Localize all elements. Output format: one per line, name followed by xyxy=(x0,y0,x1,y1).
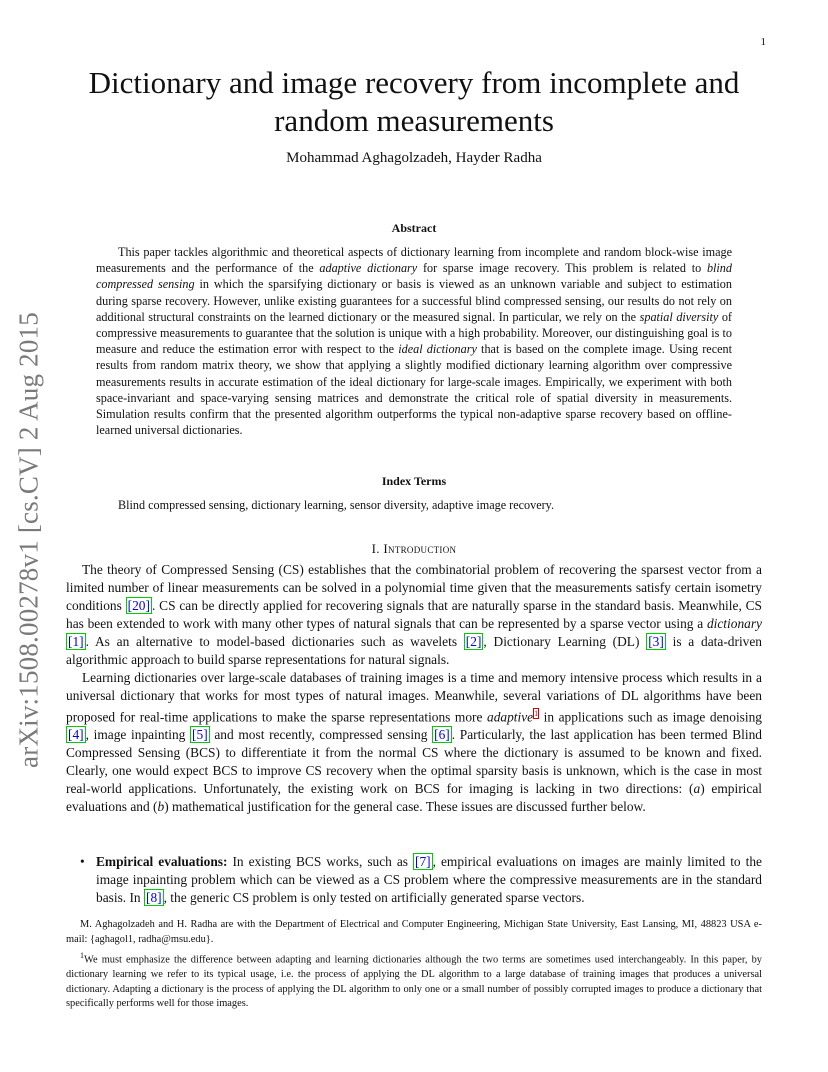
text-span: ) mathematical justification for the general case. These issues are discussed further below. xyxy=(164,799,646,815)
section-title: Introduction xyxy=(383,541,457,556)
text-span: , the generic CS problem is only tested on artificially generated sparse vectors. xyxy=(163,890,585,905)
authors: Mohammad Aghagolzadeh, Hayder Radha xyxy=(286,150,542,166)
page-number: 1 xyxy=(760,36,766,48)
bullet-item xyxy=(66,853,762,907)
abstract-span: This paper tackles algorithmic and theoretical aspects of dictionary learning from incomplete and random block-wise image measurements and the performance of the xyxy=(96,245,732,276)
citation-link[interactable]: [8] xyxy=(145,890,162,905)
citation-link[interactable]: [1] xyxy=(68,634,84,649)
text-span: in applications such as image denoising xyxy=(539,709,762,725)
citation-link[interactable]: [3] xyxy=(648,634,664,649)
arxiv-stamp-text: arXiv:1508.00278v1 [cs.CV] 2 Aug 2015 xyxy=(13,312,44,768)
emph-text: b xyxy=(157,799,165,815)
footnote-1 xyxy=(66,949,762,1012)
section-numeral: I. xyxy=(371,541,384,556)
paragraph-1 xyxy=(66,561,762,669)
affiliation-footnote: M. Aghagolzadeh and H. Radha are with the Department of Electrical and Computer Engineering, Michigan State University, East Lansing, MI, 48823 USA e-mail: {aghagol1, radha@msu.edu}. xyxy=(66,919,762,945)
paragraph-2 xyxy=(66,669,762,816)
text-span: ) empirical evaluations and ( xyxy=(66,781,762,815)
abstract-emph: spatial diversity xyxy=(639,309,719,324)
text-span: is a data-driven algorithmic approach to build sparse representations for natural signals. xyxy=(66,634,762,667)
section-heading xyxy=(60,541,768,557)
index-terms-heading: Index Terms xyxy=(381,474,447,488)
citation-link[interactable]: [7] xyxy=(415,854,431,869)
footnote-mark: 1 xyxy=(80,951,84,961)
intro-body xyxy=(66,561,762,816)
text-span: . Particularly, the last application has been termed Blind Compressed Sensing (BCS) to differentiate it from the normal CS where the dictionary is assumed to be known and fixed. Clearly, one would expect BCS to improve CS recovery when the optimal sparsity basis is unknown, which is the case in most real-world applications. Unfortunately, the existing work on BCS for imaging is lacking in two directions: ( xyxy=(66,727,763,797)
footnotes xyxy=(66,918,762,1012)
text-span: , Dictionary Learning (DL) xyxy=(483,634,647,649)
text-span: . CS can be directly applied for recovering signals that are naturally sparse in the standard basis. Meanwhile, CS has been extended to work with many other types of natural signals that can be represented by a sparse vector using a xyxy=(66,598,763,631)
citation-link[interactable]: [2] xyxy=(465,634,482,649)
text-span: , image inpainting xyxy=(85,727,191,743)
bullet-bold: Empirical evaluations: xyxy=(96,854,228,869)
emph-text: a xyxy=(693,781,701,797)
citation-link[interactable]: [4] xyxy=(68,727,84,743)
abstract-emph: blind compressed sensing xyxy=(96,261,732,292)
emph-text: dictionary xyxy=(706,616,762,631)
abstract-emph: adaptive dictionary xyxy=(319,261,418,276)
footnote-link[interactable]: 1 xyxy=(534,709,539,718)
abstract-text xyxy=(96,244,732,438)
abstract-span: of compressive measurements to guarantee that the solution is unique with a high probability. Moreover, our distinguishing goal is to measure and reduce the estimation error with respect to the xyxy=(96,309,732,357)
text-span: . As an alternative to model-based dictionaries such as wavelets xyxy=(85,634,464,649)
citation-link[interactable]: [6] xyxy=(434,727,450,743)
paper-title xyxy=(60,64,768,140)
bullet-list xyxy=(66,853,762,907)
abstract-span: in which the sparsifying dictionary or basis is viewed as an unknown variable and subject to estimation during sparse recovery. However, unlike existing guarantees for a successful blind compressed sensing, our results do not rely on additional structural constraints on the learned dictionary or the measured signal. In particular, we rely on the xyxy=(96,277,732,324)
index-terms-text: Blind compressed sensing, dictionary learning, sensor diversity, adaptive image recovery. xyxy=(118,498,555,512)
abstract-heading: Abstract xyxy=(391,221,437,235)
arxiv-stamp xyxy=(9,312,49,768)
text-span: and most recently, compressed sensing xyxy=(209,727,433,743)
title-line-1: Dictionary and image recovery from incomplete and xyxy=(88,65,740,100)
text-span: The theory of Compressed Sensing (CS) establishes that the combinatorial problem of recovering the sparsest vector from a limited number of linear measurements can be solved in a polynomial time given that the measurements satisfy certain isometry conditions xyxy=(66,562,762,613)
citation-link[interactable]: [20] xyxy=(127,598,150,613)
title-line-2: random measurements xyxy=(274,103,554,138)
abstract-span: for sparse image recovery. This problem is related to xyxy=(417,261,707,276)
abstract-span: that is based on the complete image. Using recent results from random matrix theory, we show that applying a slightly modified dictionary learning algorithm over compressive measurements results in accurate estimation of the ideal dictionary for large-scale images. Empirically, we experiment with both space-invariant and space-varying sensing matrices and demonstrate the critical role of spatial diversity in measurements. Simulation results confirm that the presented algorithm outperforms the typical non-adaptive sparse recovery based on offline-learned universal dictionaries. xyxy=(96,342,733,438)
text-span: In existing BCS works, such as xyxy=(227,854,414,869)
bullet-dot-icon: • xyxy=(80,854,85,869)
text-span: , empirical evaluations on images are mainly limited to the image inpainting problem which can be viewed as a CS problem where the compressive measurements are in the standard basis. In xyxy=(96,854,762,905)
citation-link[interactable]: [5] xyxy=(192,727,208,743)
footnote-text: We must emphasize the difference between adapting and learning dictionaries although the two terms are sometimes used interchangeably. In this paper, by dictionary learning we refer to its typical usage, i.e. the process of applying the DL algorithm to a large database of training images that produces a universal dictionary. Adapting a dictionary is the process of applying the DL algorithm to only one or a small number of possibly corrupted images to produce a dictionary that specifically performs well for those images. xyxy=(66,954,762,1010)
abstract-emph: ideal dictionary xyxy=(398,342,477,357)
emph-text: adaptive xyxy=(487,709,534,725)
text-span: Learning dictionaries over large-scale databases of training images is a time and memory intensive process which results in a universal dictionary that works for most types of natural images. Meanwhile, several variations of DL algorithms have been proposed for real-time applications to make the sparse representations more xyxy=(66,670,762,725)
